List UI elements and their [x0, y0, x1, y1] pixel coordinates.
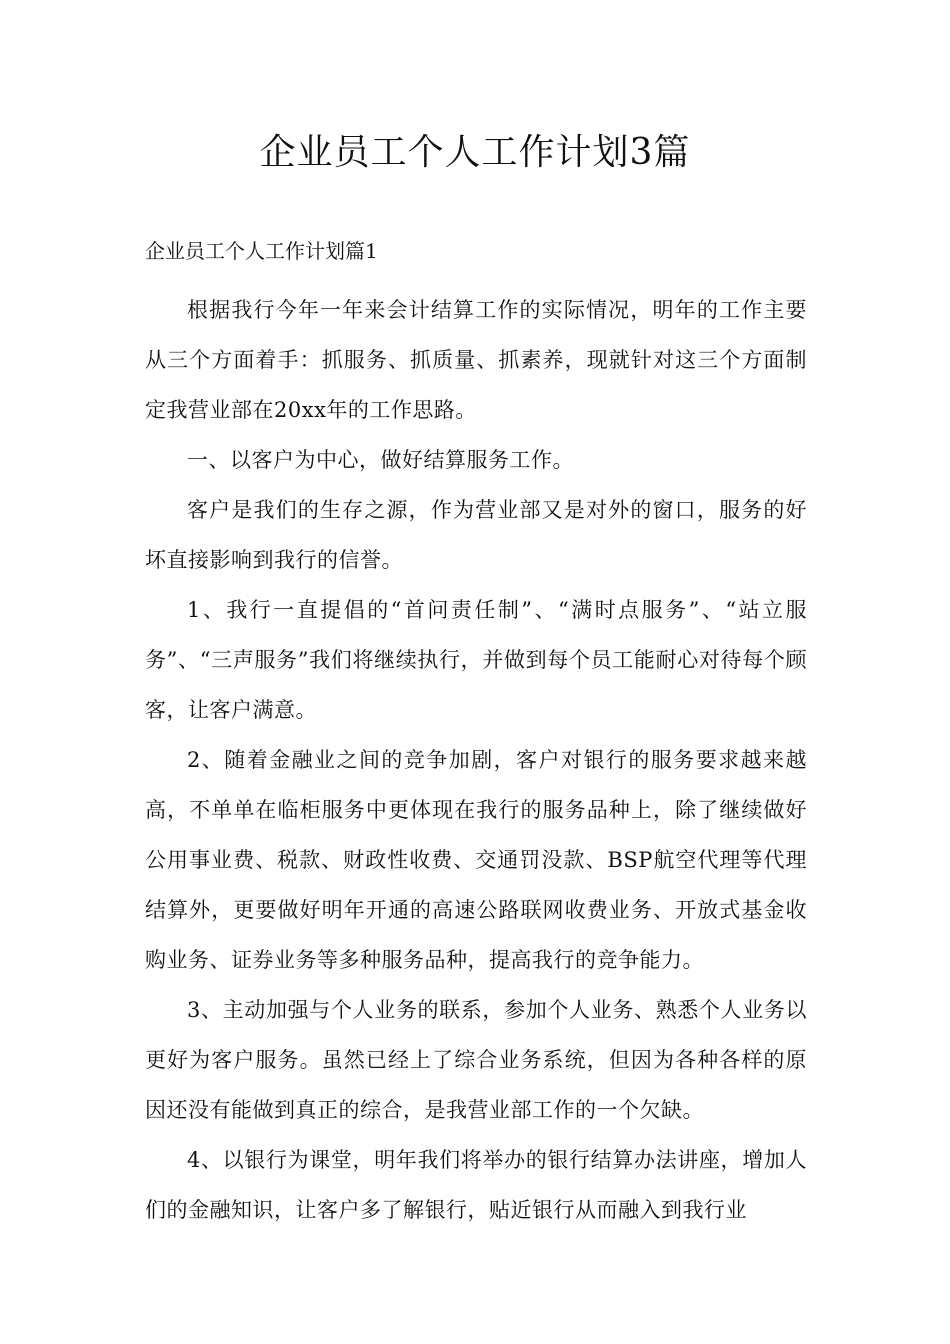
- document-title: 企业员工个人工作计划3篇: [259, 132, 691, 173]
- paragraph: 4、以银行为课堂，明年我们将举办的银行结算办法讲座，增加人们的金融知识，让客户多了解银行，贴近银行从而融入到我行业: [145, 1148, 807, 1222]
- paragraph: 3、主动加强与个人业务的联系，参加个人业务、熟悉个人业务以更好为客户服务。虽然已经上了综合业务系统，但因为各种各样的原因还没有能做到真正的综合，是我营业部工作的一个欠缺。: [145, 998, 807, 1122]
- paragraph: 2、随着金融业之间的竞争加剧，客户对银行的服务要求越来越高，不单单在临柜服务中更体现在我行的服务品种上，除了继续做好公用事业费、税款、财政性收费、交通罚没款、BSP航空代理等代理结算外，更要做好明年开通的高速公路联网收费业务、开放式基金收购业务、证券业务等多种服务品种，提高我行的竞争能力。: [145, 748, 807, 972]
- paragraph: 客户是我们的生存之源，作为营业部又是对外的窗口，服务的好坏直接影响到我行的信誉。: [145, 498, 807, 572]
- document-body: [145, 285, 807, 1235]
- paragraph: 一、以客户为中心，做好结算服务工作。: [187, 448, 574, 472]
- paragraph: 1、我行一直提倡的“首问责任制”、“满时点服务”、“站立服务”、“三声服务”我们将继续执行，并做到每个员工能耐心对待每个顾客，让客户满意。: [145, 598, 807, 722]
- paragraph: 根据我行今年一年来会计结算工作的实际情况，明年的工作主要从三个方面着手：抓服务、抓质量、抓素养，现就针对这三个方面制定我营业部在20xx年的工作思路。: [145, 298, 807, 422]
- section-heading: 企业员工个人工作计划篇1: [145, 239, 378, 263]
